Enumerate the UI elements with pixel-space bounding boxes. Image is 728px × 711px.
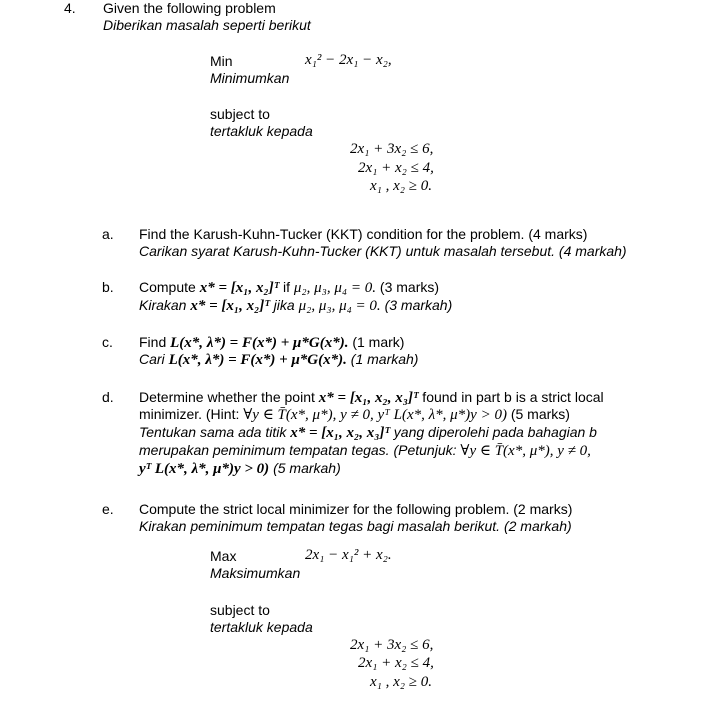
- part-e-ms: Kirakan peminimum tempatan tegas bagi masalah berikut. (2 markah): [139, 518, 572, 534]
- part-c-label: c.: [102, 334, 113, 350]
- subject-to-ms-1: tertakluk kepada: [210, 123, 313, 139]
- part-b-label: b.: [102, 279, 114, 295]
- part-d-line-2: minimizer. (Hint: ∀y ∈ T̄(x*, μ*), y ≠ 0, yᵀ L(x*, λ*, μ*)y > 0) (5 marks): [139, 406, 570, 423]
- min-label-ms: Minimumkan: [210, 70, 290, 86]
- constraint-2-2: 2x₁ + x₂ ≤ 4,: [358, 655, 434, 671]
- part-a-label: a.: [102, 226, 114, 242]
- part-a-ms: Carikan syarat Karush-Kuhn-Tucker (KKT) untuk masalah tersebut. (4 markah): [139, 243, 627, 259]
- constraint-2-1: 2x₁ + 3x₂ ≤ 6,: [350, 637, 434, 653]
- part-e-label: e.: [102, 501, 114, 517]
- part-b-en: Compute x* = [x₁, x₂]ᵀ if μ₂, μ₃, μ₄ = 0. (3 marks): [139, 279, 440, 296]
- question-title-ms: Diberikan masalah seperti berikut: [103, 17, 311, 33]
- objective-2: 2x₁ − x₁² + x₂.: [305, 547, 392, 563]
- part-c-ms: Cari L(x*, λ*) = F(x*) + μ*G(x*). (1 markah): [139, 351, 419, 368]
- part-e-en: Compute the strict local minimizer for the following problem. (2 marks): [139, 501, 573, 517]
- constraint-2-3: x₁ , x₂ ≥ 0.: [370, 674, 432, 690]
- objective-1: x₁² − 2x₁ − x₂,: [305, 52, 392, 68]
- part-a-en: Find the Karush-Kuhn-Tucker (KKT) condition for the problem. (4 marks): [139, 226, 588, 242]
- subject-to-en-2: subject to: [210, 602, 270, 618]
- part-d-line-5: yᵀ L(x*, λ*, μ*)y > 0) (5 markah): [139, 460, 341, 477]
- max-label-en: Max: [210, 548, 237, 564]
- part-b-ms: Kirakan x* = [x₁, x₂]ᵀ jika μ₂, μ₃, μ₄ = 0. (3 markah): [139, 297, 453, 314]
- constraint-1-3: x₁ , x₂ ≥ 0.: [370, 178, 432, 194]
- part-c-en: Find L(x*, λ*) = F(x*) + μ*G(x*). (1 mark): [139, 334, 405, 351]
- part-d-line-1: Determine whether the point x* = [x₁, x₂, x₃]ᵀ found in part b is a strict local: [139, 389, 604, 406]
- constraint-1-1: 2x₁ + 3x₂ ≤ 6,: [350, 141, 434, 157]
- subject-to-en-1: subject to: [210, 106, 270, 122]
- min-label-en: Min: [210, 53, 233, 69]
- constraint-1-2: 2x₁ + x₂ ≤ 4,: [358, 160, 434, 176]
- part-d-line-4: merupakan peminimum tempatan tegas. (Petunjuk: ∀y ∈ T̄(x*, μ*), y ≠ 0,: [139, 442, 591, 459]
- part-d-line-3: Tentukan sama ada titik x* = [x₁, x₂, x₃]ᵀ yang diperolehi pada bahagian b: [139, 424, 597, 441]
- max-label-ms: Maksimumkan: [210, 565, 301, 581]
- subject-to-ms-2: tertakluk kepada: [210, 619, 313, 635]
- question-number: 4.: [64, 0, 76, 16]
- question-title-en: Given the following problem: [103, 0, 276, 16]
- part-d-label: d.: [102, 389, 114, 405]
